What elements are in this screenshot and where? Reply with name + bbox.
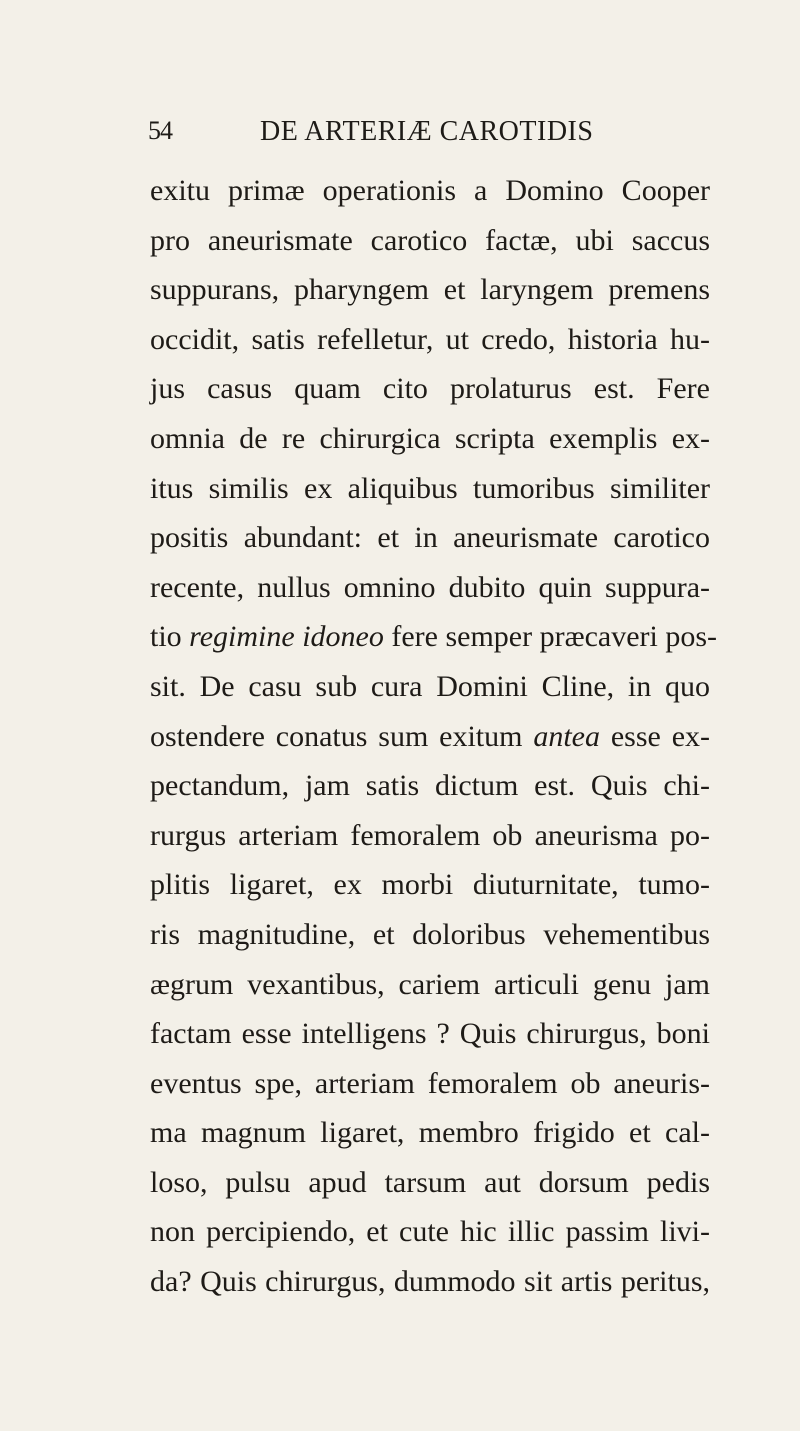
text-segment: positis abundant: et in aneurismate carotico (150, 521, 710, 555)
text-line (150, 662, 710, 712)
italic-segment: regimine idoneo (189, 620, 384, 654)
text-segment: sit. De casu sub cura Domini Cline, in quo (150, 669, 710, 703)
text-segment: rurgus arteriam femoralem ob aneurisma po- (150, 818, 710, 852)
text-line (150, 414, 710, 464)
text-line (150, 1207, 710, 1257)
text-line (150, 811, 710, 861)
text-segment: occidit, satis refelletur, ut credo, historia hu- (150, 322, 710, 356)
text-segment: ægrum vexantibus, cariem articuli genu jam (150, 967, 710, 1001)
text-segment: loso, pulsu apud tarsum aut dorsum pedis (150, 1165, 710, 1199)
text-segment: jus casus quam cito prolaturus est. Fere (150, 372, 710, 406)
text-line (150, 960, 710, 1010)
text-line (150, 761, 710, 811)
text-segment: da? Quis chirurgus, dummodo sit artis peritus, (150, 1265, 710, 1299)
text-segment: ris magnitudine, et doloribus vehementibus (150, 917, 710, 951)
text-segment: factam esse intelligens ? Quis chirurgus, boni (150, 1017, 710, 1051)
text-segment: fere semper præcaveri pos- (383, 620, 718, 654)
text-segment: itus similis ex aliquibus tumoribus similiter (150, 471, 710, 505)
text-segment: esse ex- (600, 719, 710, 753)
text-line (150, 1257, 710, 1307)
italic-segment: antea (533, 719, 600, 753)
text-line (150, 1009, 710, 1059)
text-line (150, 513, 710, 563)
text-segment: ostendere conatus sum exitum (150, 719, 534, 753)
text-line (150, 265, 710, 315)
text-line (150, 563, 710, 613)
text-line (150, 1059, 710, 1109)
text-line (150, 166, 710, 216)
text-line (150, 910, 710, 960)
text-line (150, 464, 710, 514)
text-segment: eventus spe, arteriam femoralem ob aneuris- (150, 1066, 710, 1100)
text-segment: suppurans, pharyngem et laryngem premens (150, 273, 710, 307)
text-line (150, 315, 710, 365)
text-line (150, 612, 718, 662)
text-line (150, 216, 710, 266)
text-segment: non percipiendo, et cute hic illic passim livi- (150, 1215, 710, 1249)
page-number: 54 (148, 116, 172, 145)
text-line (150, 1108, 710, 1158)
text-line (150, 1158, 710, 1208)
running-title: DE ARTERIÆ CAROTIDIS (260, 116, 594, 147)
text-segment: pectandum, jam satis dictum est. Quis chi- (150, 769, 710, 803)
text-line (150, 860, 710, 910)
text-line (150, 712, 710, 762)
text-segment: recente, nullus omnino dubito quin suppura- (150, 570, 710, 604)
text-segment: plitis ligaret, ex morbi diuturnitate, tumo- (150, 868, 710, 902)
text-line (150, 364, 710, 414)
body-text (150, 166, 718, 1307)
text-segment: pro aneurismate carotico factæ, ubi saccus (150, 223, 710, 257)
text-segment: tio (150, 620, 190, 654)
text-segment: omnia de re chirurgica scripta exemplis ex- (150, 421, 710, 455)
text-segment: ma magnum ligaret, membro frigido et cal- (150, 1116, 710, 1150)
page-header (148, 116, 708, 156)
text-segment: exitu primæ operationis a Domino Cooper (150, 174, 710, 207)
